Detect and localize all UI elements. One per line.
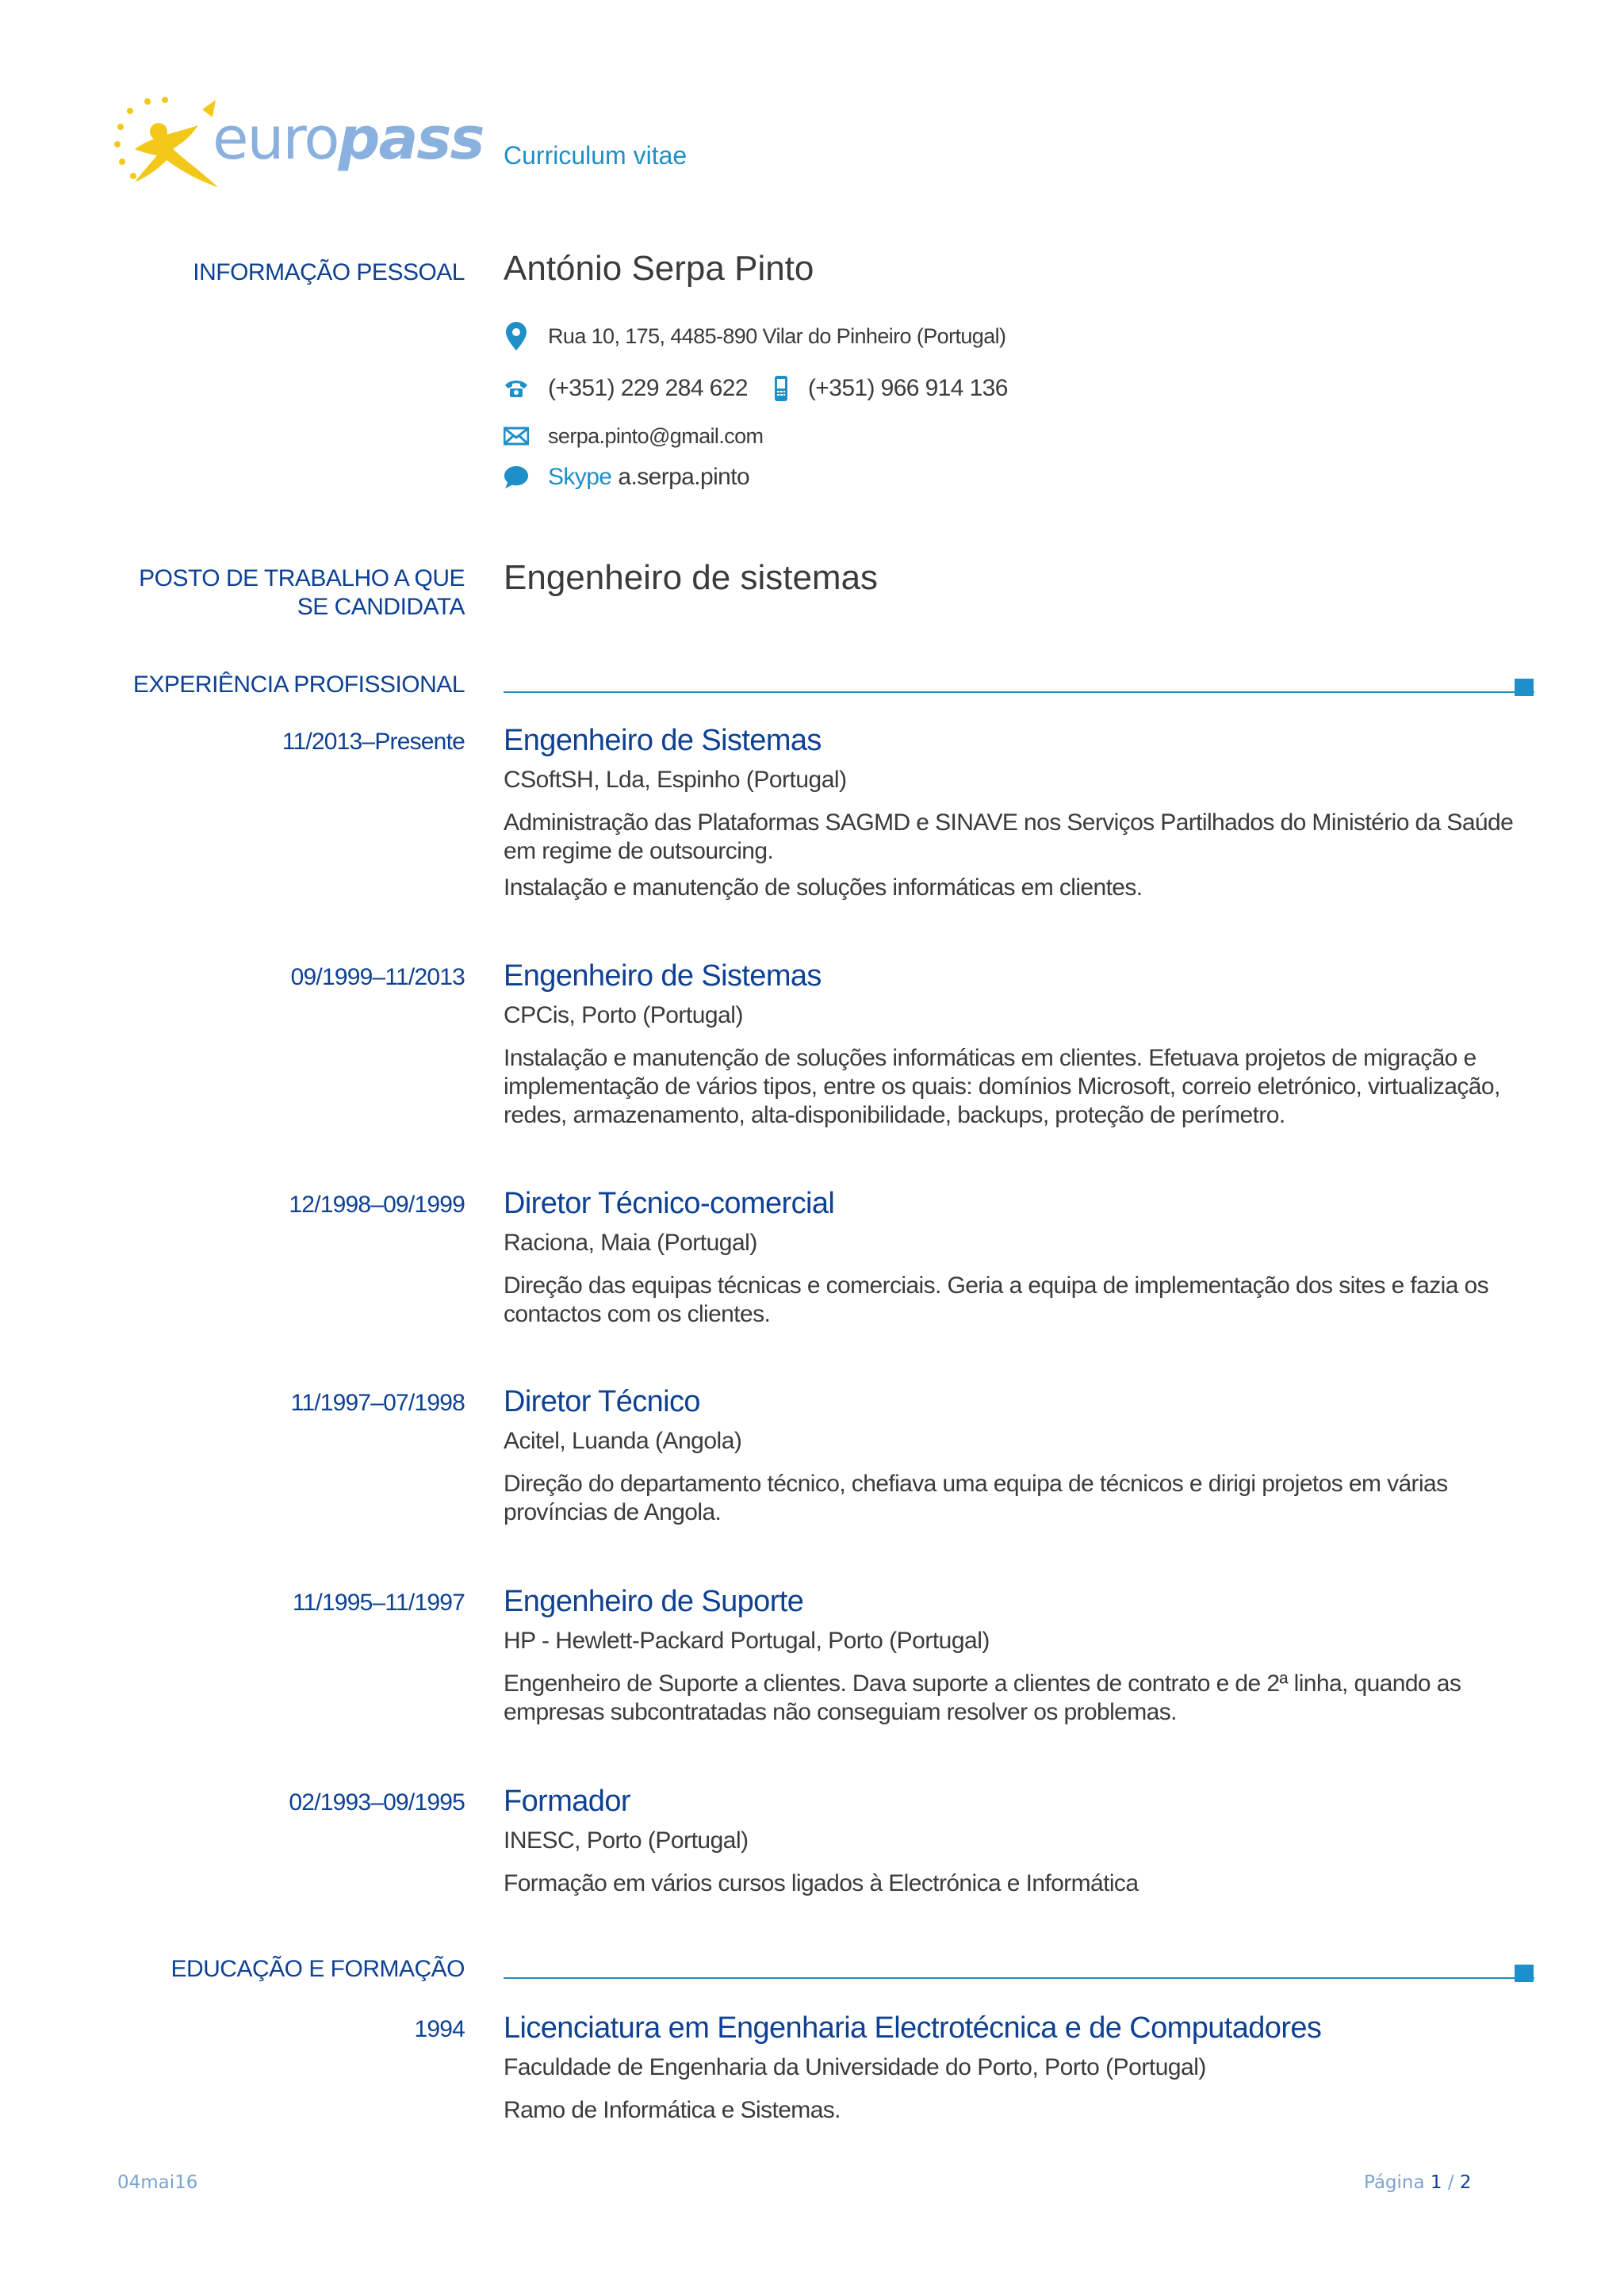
education-description: Ramo de Informática e Sistemas.	[504, 2097, 841, 2123]
address-text: Rua 10, 175, 4485-890 Vilar do Pinheiro (Portugal)	[548, 323, 1006, 348]
mobile-phone-icon	[772, 374, 791, 403]
footer-page-number: Página 1 / 2	[1364, 2172, 1472, 2193]
section-label-position: POSTO DE TRABALHO A QUE SE CANDIDATA	[139, 565, 465, 620]
position-title: Engenheiro de sistemas	[504, 558, 879, 597]
section-divider-education	[504, 1977, 1534, 1979]
address-row	[504, 320, 1005, 352]
europass-logo	[111, 94, 484, 197]
job-dates: 11/1995–11/1997	[292, 1590, 465, 1616]
europass-star-figure-icon	[111, 94, 222, 197]
phone-row	[504, 373, 1008, 404]
footer-date: 04mai16	[117, 2172, 198, 2193]
job-employer: CSoftSH, Lda, Espinho (Portugal)	[504, 767, 847, 793]
job-title: Engenheiro de Sistemas	[504, 959, 822, 993]
job-title: Diretor Técnico	[504, 1385, 700, 1418]
job-description: Formação em vários cursos ligados à Electrónica e Informática	[504, 1870, 1139, 1896]
job-employer: Raciona, Maia (Portugal)	[504, 1230, 757, 1256]
job-dates: 12/1998–09/1999	[289, 1192, 465, 1218]
section-label-education: EDUCAÇÃO E FORMAÇÃO	[170, 1956, 465, 1982]
job-description: Direção do departamento técnico, chefiava uma equipa de técnicos e dirigi projetos em várias províncias de Angola.	[504, 1471, 1448, 1525]
email-row	[504, 420, 763, 452]
job-title: Formador	[504, 1785, 630, 1818]
phone-text: (+351) 229 284 622	[548, 375, 748, 401]
job-dates: 02/1993–09/1995	[289, 1789, 465, 1816]
skype-handle: a.serpa.pinto	[618, 464, 750, 490]
job-employer: HP - Hewlett-Packard Portugal, Porto (Portugal)	[504, 1628, 990, 1654]
job-title: Engenheiro de Suporte	[504, 1585, 804, 1618]
job-description: Direção das equipas técnicas e comerciais. Geria a equipa de implementação dos sites e fazia os contactos com os clientes.	[504, 1272, 1489, 1327]
job-employer: INESC, Porto (Portugal)	[504, 1827, 749, 1854]
email-link[interactable]: serpa.pinto@gmail.com	[548, 423, 764, 448]
europass-wordmark: europass	[213, 105, 484, 173]
job-dates: 09/1999–11/2013	[290, 964, 465, 990]
skype-label: Skype	[548, 464, 612, 490]
skype-row	[504, 461, 749, 493]
location-pin-icon	[504, 322, 529, 350]
education-dates: 1994	[414, 2016, 465, 2042]
job-description: Administração das Plataformas SAGMD e SINAVE nos Serviços Partilhados do Ministério da Saúde em regime de outsourcing. Instalação e manutenção de soluções informáticas em clientes.	[504, 809, 1514, 901]
section-divider-experience	[504, 691, 1534, 693]
envelope-icon	[504, 422, 529, 450]
job-dates: 11/1997–07/1998	[290, 1390, 465, 1416]
telephone-icon	[504, 374, 529, 403]
job-employer: Acitel, Luanda (Angola)	[504, 1428, 742, 1454]
job-employer: CPCis, Porto (Portugal)	[504, 1002, 743, 1028]
section-divider-marker	[1515, 679, 1534, 696]
job-description: Engenheiro de Suporte a clientes. Dava suporte a clientes de contrato e de 2ª linha, quando as empresas subcontratadas não conseguiam resolver os problemas.	[504, 1670, 1461, 1725]
section-label-experience: EXPERIÊNCIA PROFISSIONAL	[132, 672, 465, 698]
candidate-name: António Serpa Pinto	[504, 249, 814, 288]
job-description: Instalação e manutenção de soluções informáticas em clientes. Efetuava projetos de migração e implementação de vários tipos, entre os quais: domínios Microsoft, correio eletrónico, virtualização, redes, armazenamento, alta-disponibilidade, backups, proteção de perímetro.	[504, 1045, 1500, 1128]
job-title: Engenheiro de Sistemas	[504, 724, 822, 757]
section-divider-marker	[1515, 1965, 1534, 1982]
education-institution: Faculdade de Engenharia da Universidade do Porto, Porto (Portugal)	[504, 2054, 1206, 2080]
job-dates: 11/2013–Presente	[282, 729, 465, 755]
chat-bubble-icon	[504, 463, 529, 492]
job-title: Diretor Técnico-comercial	[504, 1187, 835, 1220]
education-title: Licenciatura em Engenharia Electrotécnica e de Computadores	[504, 2011, 1322, 2045]
mobile-text: (+351) 966 914 136	[807, 375, 1008, 401]
section-label-personal-info: INFORMAÇÃO PESSOAL	[193, 259, 465, 285]
document-title: Curriculum vitae	[504, 141, 688, 170]
